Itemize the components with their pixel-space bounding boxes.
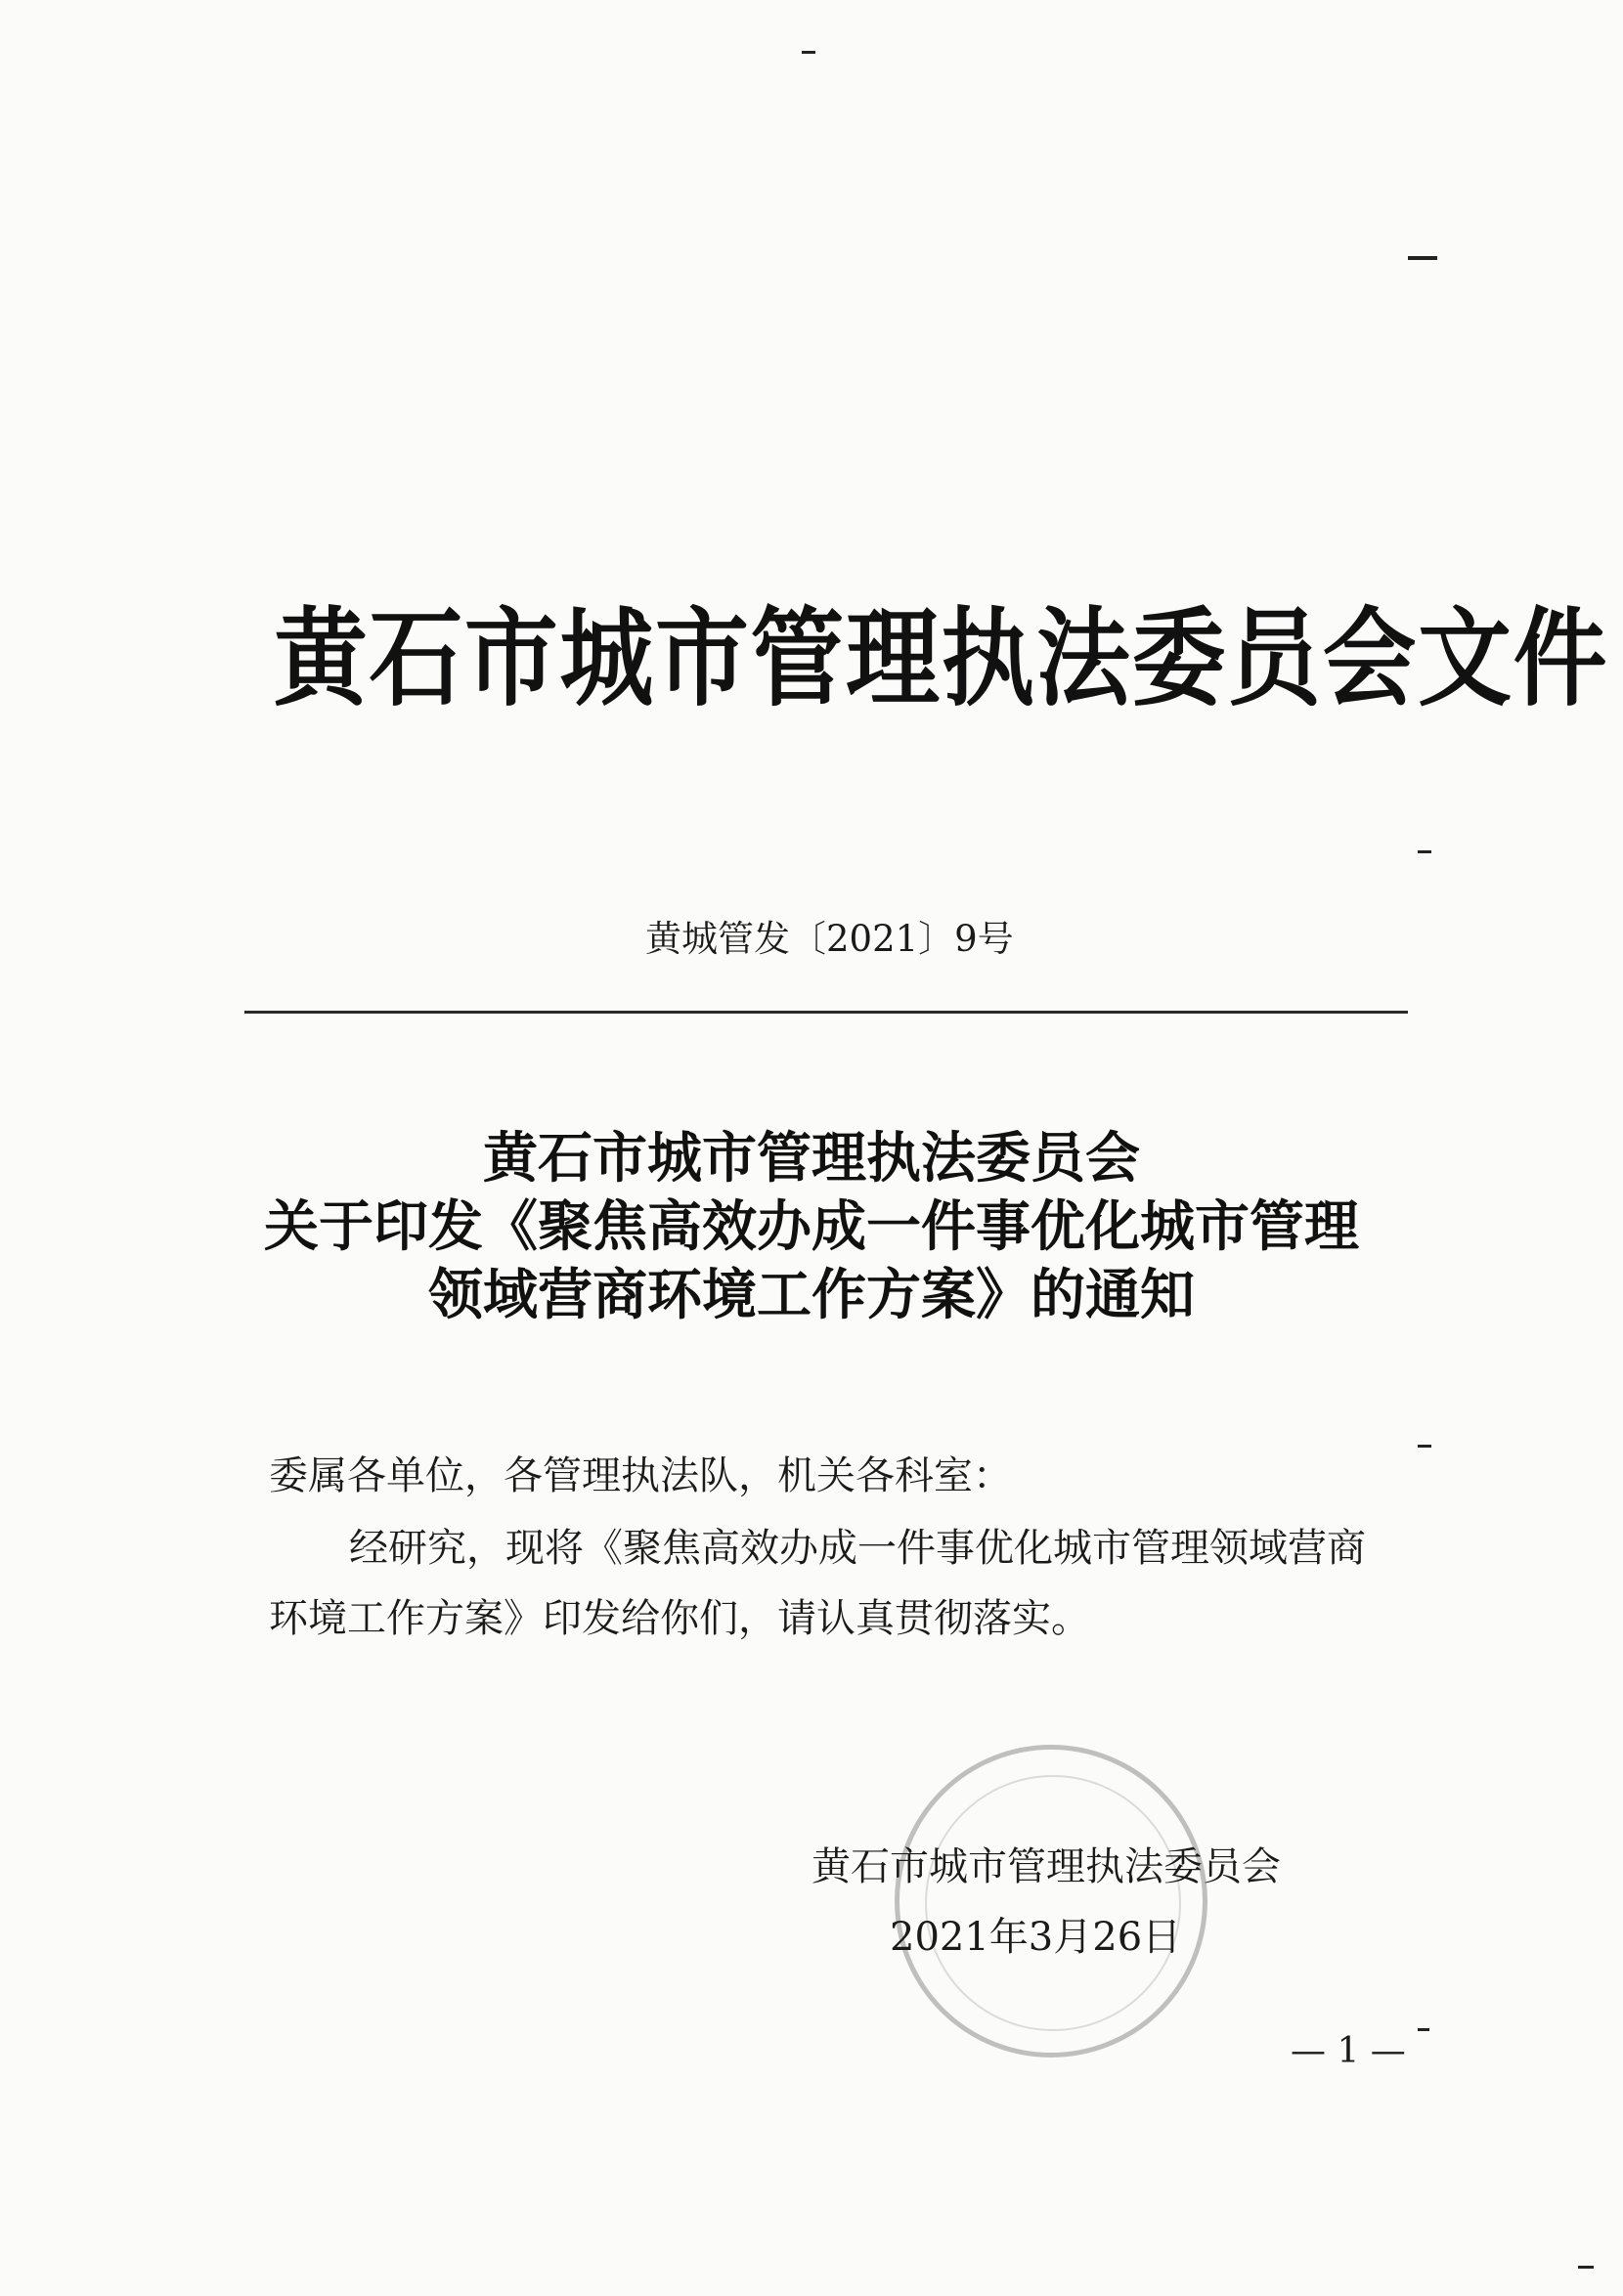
document-number: 黄城管发〔2021〕9号: [645, 918, 1014, 960]
scan-mark: [802, 51, 815, 54]
scan-mark: [1418, 2028, 1429, 2031]
document-header-title: 黄石市城市管理执法委员会文件: [274, 594, 1609, 721]
page-number: — 1 —: [1291, 2031, 1406, 2071]
notice-title-line: 领域营商环境工作方案》的通知: [428, 1263, 1195, 1327]
body-line: 环境工作方案》印发给你们，请认真贯彻落实。: [269, 1596, 1090, 1641]
notice-title: [196, 1124, 1427, 1329]
seal-inner-ring: [925, 1775, 1181, 2031]
official-seal: [895, 1745, 1207, 2058]
notice-title-line: 黄石市城市管理执法委员会: [483, 1126, 1140, 1191]
header-divider: [244, 1011, 1408, 1014]
issue-date: 2021年3月26日: [890, 1915, 1182, 1960]
scan-mark: [1408, 256, 1437, 260]
scan-mark: [1418, 850, 1431, 853]
scan-mark: [1578, 2266, 1594, 2269]
notice-title-line: 关于印发《聚焦高效办成一件事优化城市管理: [264, 1194, 1359, 1259]
recipient-line: 委属各单位，各管理执法队，机关各科室：: [269, 1453, 1012, 1498]
body-paragraph: [269, 1513, 1432, 1654]
scan-mark: [1418, 1445, 1431, 1448]
issuer-signature: 黄石市城市管理执法委员会: [812, 1844, 1281, 1889]
body-line: 经研究，现将《聚焦高效办成一件事优化城市管理领域营商: [349, 1526, 1366, 1571]
